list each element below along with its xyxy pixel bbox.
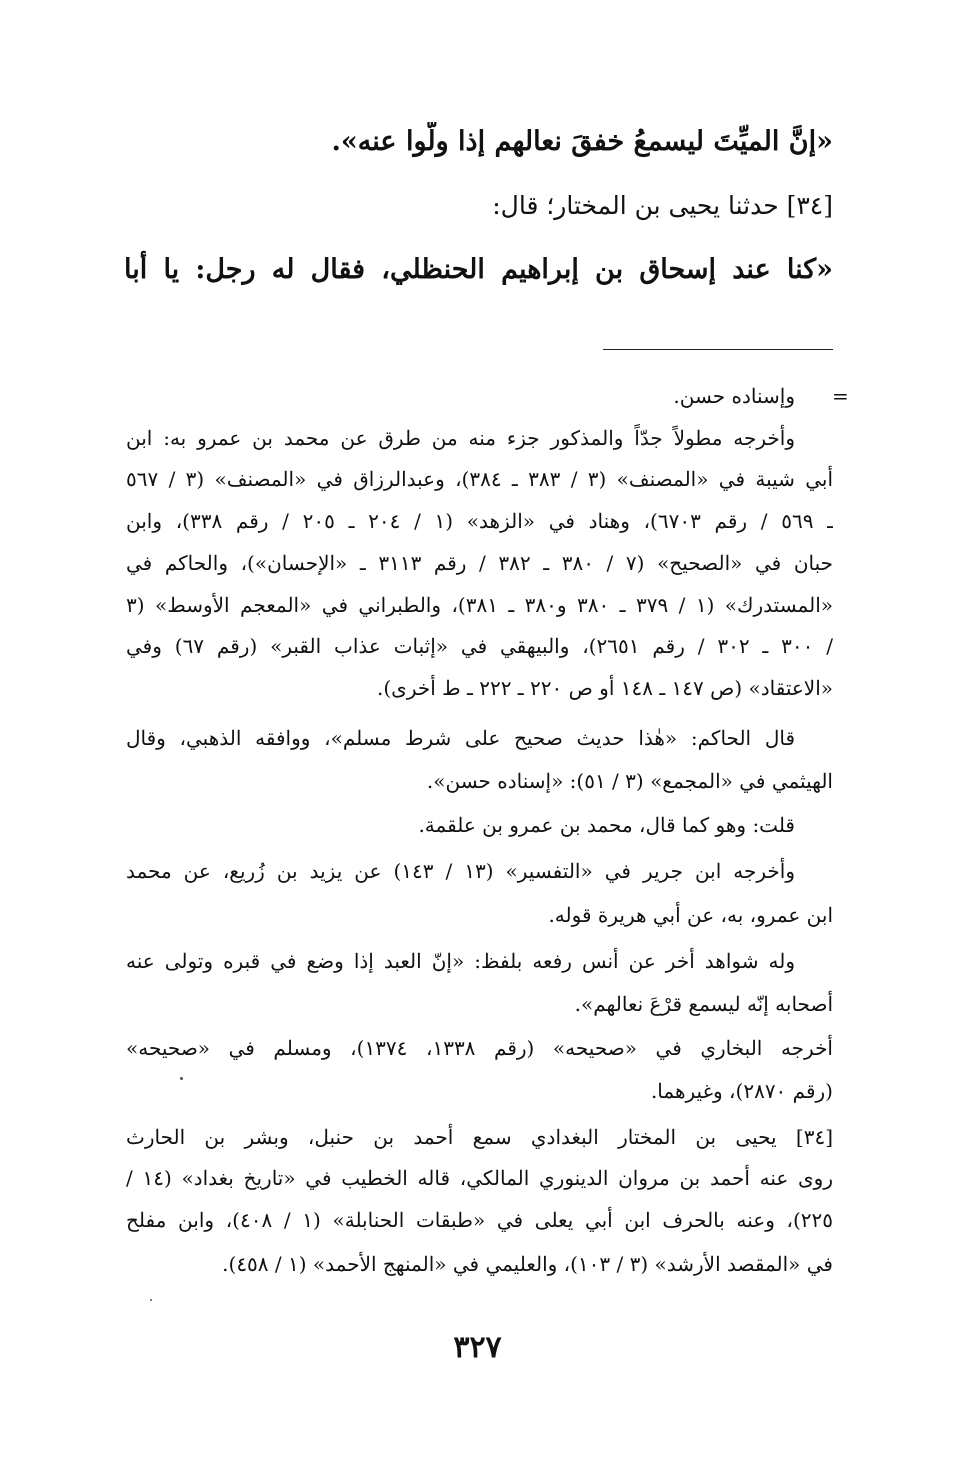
footnote-line: أخرجه البخاري في «صحيحه» (رقم ١٣٣٨، ١٣٧٤)، ومسلم في «صحيحه» [126,1036,833,1060]
footnote-separator [603,349,833,350]
footnote-line: (رقم ٢٨٧٠)، وغيرهما. [650,1079,833,1103]
footnote-line: وأخرجه مطولاً جدّاً والمذكور جزء منه من طرق عن محمد بن عمرو به: ابن [126,426,795,450]
footnote-line: ٢٢٥)، وعنه بالحرف ابن أبي يعلى في «طبقات الحنابلة» (١ / ٤٠٨)، وابن مفلح [126,1208,833,1232]
scan-speck [180,1077,183,1080]
footnote-line: أصحابه إنّه ليسمع قرْعَ نعالهم». [574,992,833,1016]
scan-speck [150,1299,152,1301]
main-text-line-1: «إنَّ الميِّتَ ليسمعُ خفقَ نعالهم إذا ولَّوا عنه». [331,126,833,157]
footnote-line: حبان في «الصحيح» (٧ / ٣٨٠ ـ ٣٨٢ / رقم ٣١١٣ ـ «الإحسان»)، والحاكم في [126,551,833,575]
footnote-line: وله شواهد أخر عن أنس رفعه بلفظ: «إنّ العبد إذا وضع في قبره وتولى عنه [126,949,795,973]
footnote-line: في «المقصد الأرشد» (٣ / ١٠٣)، والعليمي في «المنهج الأحمد» (١ / ٤٥٨). [222,1252,833,1276]
footnote-line: ـ ٥٦٩ / رقم ٦٧٠٣)، وهناد في «الزهد» (١ / ٢٠٤ ـ ٢٠٥ / رقم ٣٣٨)، وابن [126,509,833,533]
footnote-line: [٣٤] يحيى بن المختار البغدادي سمع أحمد بن حنبل، وبشر بن الحارث [126,1125,833,1149]
footnote-line: قلت: وهو كما قال، محمد بن عمرو بن علقمة. [418,813,795,837]
footnote-line: / ٣٠٠ ـ ٣٠٢ / رقم ٢٦٥١)، والبيهقي في «إثبات عذاب القبر» (رقم ٦٧) وفي [126,634,833,658]
footnote-line: أبي شيبة في «المصنف» (٣ / ٣٨٣ ـ ٣٨٤)، وعبدالرزاق في «المصنف» (٣ / ٥٦٧ [126,467,833,491]
footnote-line: «المستدرك» (١ / ٣٧٩ ـ ٣٨٠ و٣٨٠ ـ ٣٨١)، والطبراني في «المعجم الأوسط» (٣ [126,593,833,617]
main-text-line-3: «كنا عند إسحاق بن إبراهيم الحنظلي، فقال له رجل: يا أبا [124,254,833,285]
continuation-marker: = [832,384,849,408]
footnote-line: ابن عمرو، به، عن أبي هريرة قوله. [548,903,833,927]
footnote-line: وأخرجه ابن جرير في «التفسير» (١٣ / ١٤٣) عن يزيد بن زُريع، عن محمد [126,859,795,883]
footnote-line: قال الحاكم: «هٰذا حديث صحيح على شرط مسلم»، ووافقه الذهبي، وقال [126,726,795,750]
main-text-line-2: [٣٤] حدثنا يحيى بن المختار؛ قال: [492,191,833,220]
footnote-line: وإسناده حسن. [673,384,795,408]
footnote-line: الهيثمي في «المجمع» (٣ / ٥١): «إسناده حسن». [426,769,833,793]
footnote-line: روى عنه أحمد بن مروان الدينوري المالكي، قاله الخطيب في «تاريخ بغداد» (١٤ / [126,1166,833,1190]
page-number: ٣٢٧ [453,1330,502,1365]
footnote-line: «الاعتقاد» (ص ١٤٧ ـ ١٤٨ أو ص ٢٢٠ ـ ٢٢٢ ـ ط أخرى). [377,676,833,700]
